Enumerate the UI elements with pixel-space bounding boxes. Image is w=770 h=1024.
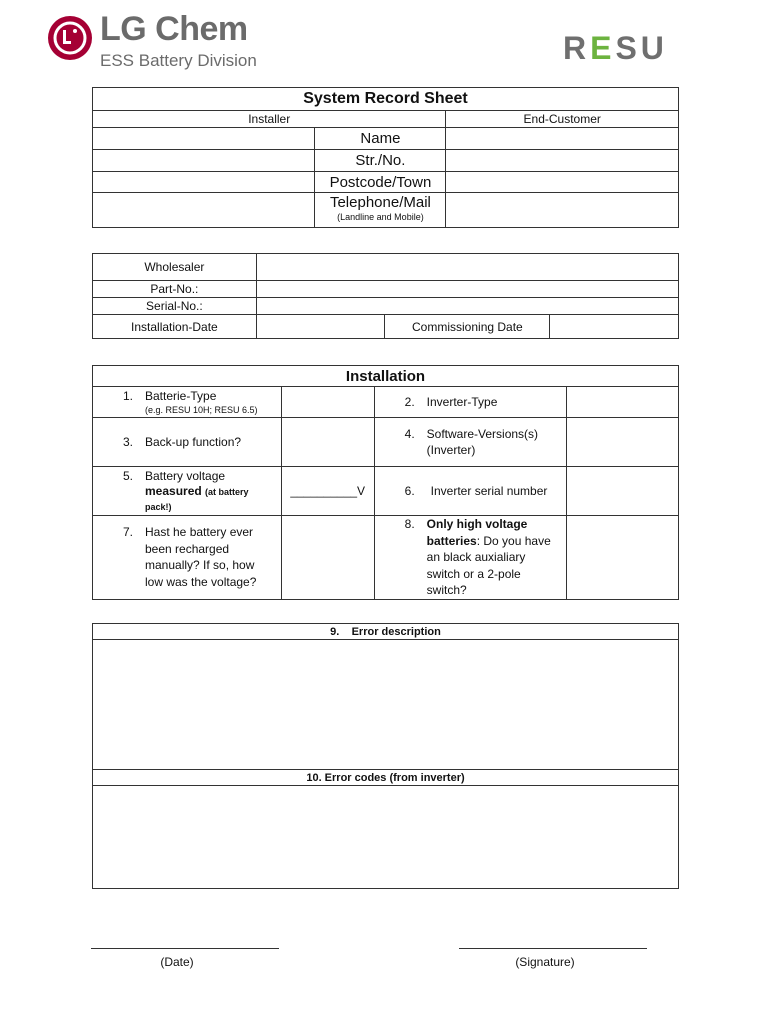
resu-logo: RESU <box>563 30 668 66</box>
installer-field-4[interactable] <box>93 193 315 228</box>
installer-field-2[interactable] <box>93 150 315 172</box>
item5-label-bold: measured <box>145 484 202 498</box>
error-description-num: 9. <box>330 625 340 638</box>
item5-label-small-2: pack!) <box>145 502 172 512</box>
item8-rest-2: : Do you have <box>476 533 551 548</box>
item3-field[interactable] <box>281 418 374 467</box>
installation-table <box>92 365 679 600</box>
name-field[interactable] <box>446 128 679 150</box>
item3-label: Back-up function? <box>145 435 242 449</box>
item7-num: 7. <box>123 525 134 540</box>
item6-num: 6. <box>404 484 415 498</box>
item5-value[interactable]: __________V <box>281 467 374 516</box>
signature-label: (Signature) <box>515 955 575 969</box>
item2-num: 2. <box>404 395 415 409</box>
item1-field[interactable] <box>281 387 374 418</box>
sheet-title: System Record Sheet <box>93 88 679 111</box>
item6-field[interactable] <box>567 467 679 516</box>
installation-date-field[interactable] <box>256 315 385 339</box>
date-label: (Date) <box>160 955 194 969</box>
system-record-table <box>92 87 679 228</box>
item2-label-cell <box>374 387 567 418</box>
item4-label-cell <box>374 418 567 467</box>
item8-label-cell <box>374 516 567 600</box>
item7-label-4: low was the voltage? <box>145 574 257 589</box>
installation-title: Installation <box>93 366 679 387</box>
item7-label-cell <box>93 516 282 600</box>
telephone-note: (Landline and Mobile) <box>337 212 424 222</box>
item8-bold-2: batteries <box>426 533 477 548</box>
error-description-field[interactable] <box>93 640 679 770</box>
error-table <box>92 623 679 889</box>
item7-label-1: Hast he battery ever <box>145 525 254 540</box>
part-no-label: Part-No.: <box>93 281 257 298</box>
item6-label-cell <box>374 467 567 516</box>
wholesaler-table <box>92 253 679 339</box>
item5-label-small: (at battery <box>205 487 249 497</box>
item1-label-cell <box>93 387 282 418</box>
serial-no-label: Serial-No.: <box>93 298 257 315</box>
item3-num: 3. <box>123 435 134 449</box>
postcode-field[interactable] <box>446 172 679 193</box>
item1-num: 1. <box>123 389 134 403</box>
street-label: Str./No. <box>315 150 446 172</box>
installer-field-3[interactable] <box>93 172 315 193</box>
item8-field[interactable] <box>567 516 679 600</box>
error-description-label: Error description <box>351 625 441 638</box>
end-customer-header: End-Customer <box>446 111 679 128</box>
lg-division-text: ESS Battery Division <box>100 51 257 70</box>
item5-label-1: Battery voltage <box>145 469 226 483</box>
item5-num: 5. <box>123 469 134 483</box>
lg-circle-icon <box>48 16 92 60</box>
item4-field[interactable] <box>567 418 679 467</box>
item7-label-3: manually? If so, how <box>145 558 255 573</box>
lg-brand-text: LG Chem <box>100 10 248 48</box>
commissioning-date-field[interactable] <box>550 315 679 339</box>
installation-date-label: Installation-Date <box>93 315 257 339</box>
item6-label: Inverter serial number <box>430 484 548 498</box>
wholesaler-field[interactable] <box>256 254 678 281</box>
item8-bold-1: Only high voltage <box>426 517 528 531</box>
item4-label-2: (Inverter) <box>426 443 476 457</box>
item1-note: (e.g. RESU 10H; RESU 6.5) <box>145 405 258 415</box>
item1-label: Batterie-Type <box>145 389 217 403</box>
error-description-header <box>93 624 679 640</box>
installer-header: Installer <box>93 111 446 128</box>
signature-line[interactable] <box>459 948 647 949</box>
part-no-field[interactable] <box>256 281 678 298</box>
telephone-label: Telephone/Mail <box>329 194 431 211</box>
item4-label-1: Software-Versions(s) <box>426 427 539 441</box>
item8-label-4: switch or a 2-pole <box>426 566 521 581</box>
date-line[interactable] <box>91 948 279 949</box>
item7-label-2: been recharged <box>145 541 230 556</box>
item4-num: 4. <box>404 427 415 441</box>
serial-no-field[interactable] <box>256 298 678 315</box>
error-codes-field[interactable] <box>93 786 679 889</box>
installer-field-1[interactable] <box>93 128 315 150</box>
item5-label-cell <box>93 467 282 516</box>
wholesaler-label: Wholesaler <box>93 254 257 281</box>
item8-label-5: switch? <box>426 583 467 597</box>
commissioning-date-label: Commissioning Date <box>385 315 550 339</box>
item3-label-cell <box>93 418 282 467</box>
item7-field[interactable] <box>281 516 374 600</box>
telephone-cell <box>315 193 446 228</box>
item2-label: Inverter-Type <box>426 395 498 409</box>
telephone-field[interactable] <box>446 193 679 228</box>
street-field[interactable] <box>446 150 679 172</box>
item8-label-3: an black auxialiary <box>426 550 526 564</box>
name-label: Name <box>315 128 446 150</box>
item8-num: 8. <box>404 517 415 531</box>
item2-field[interactable] <box>567 387 679 418</box>
postcode-label: Postcode/Town <box>315 172 446 193</box>
error-codes-header: 10. Error codes (from inverter) <box>93 770 679 786</box>
lg-chem-logo <box>48 10 278 76</box>
